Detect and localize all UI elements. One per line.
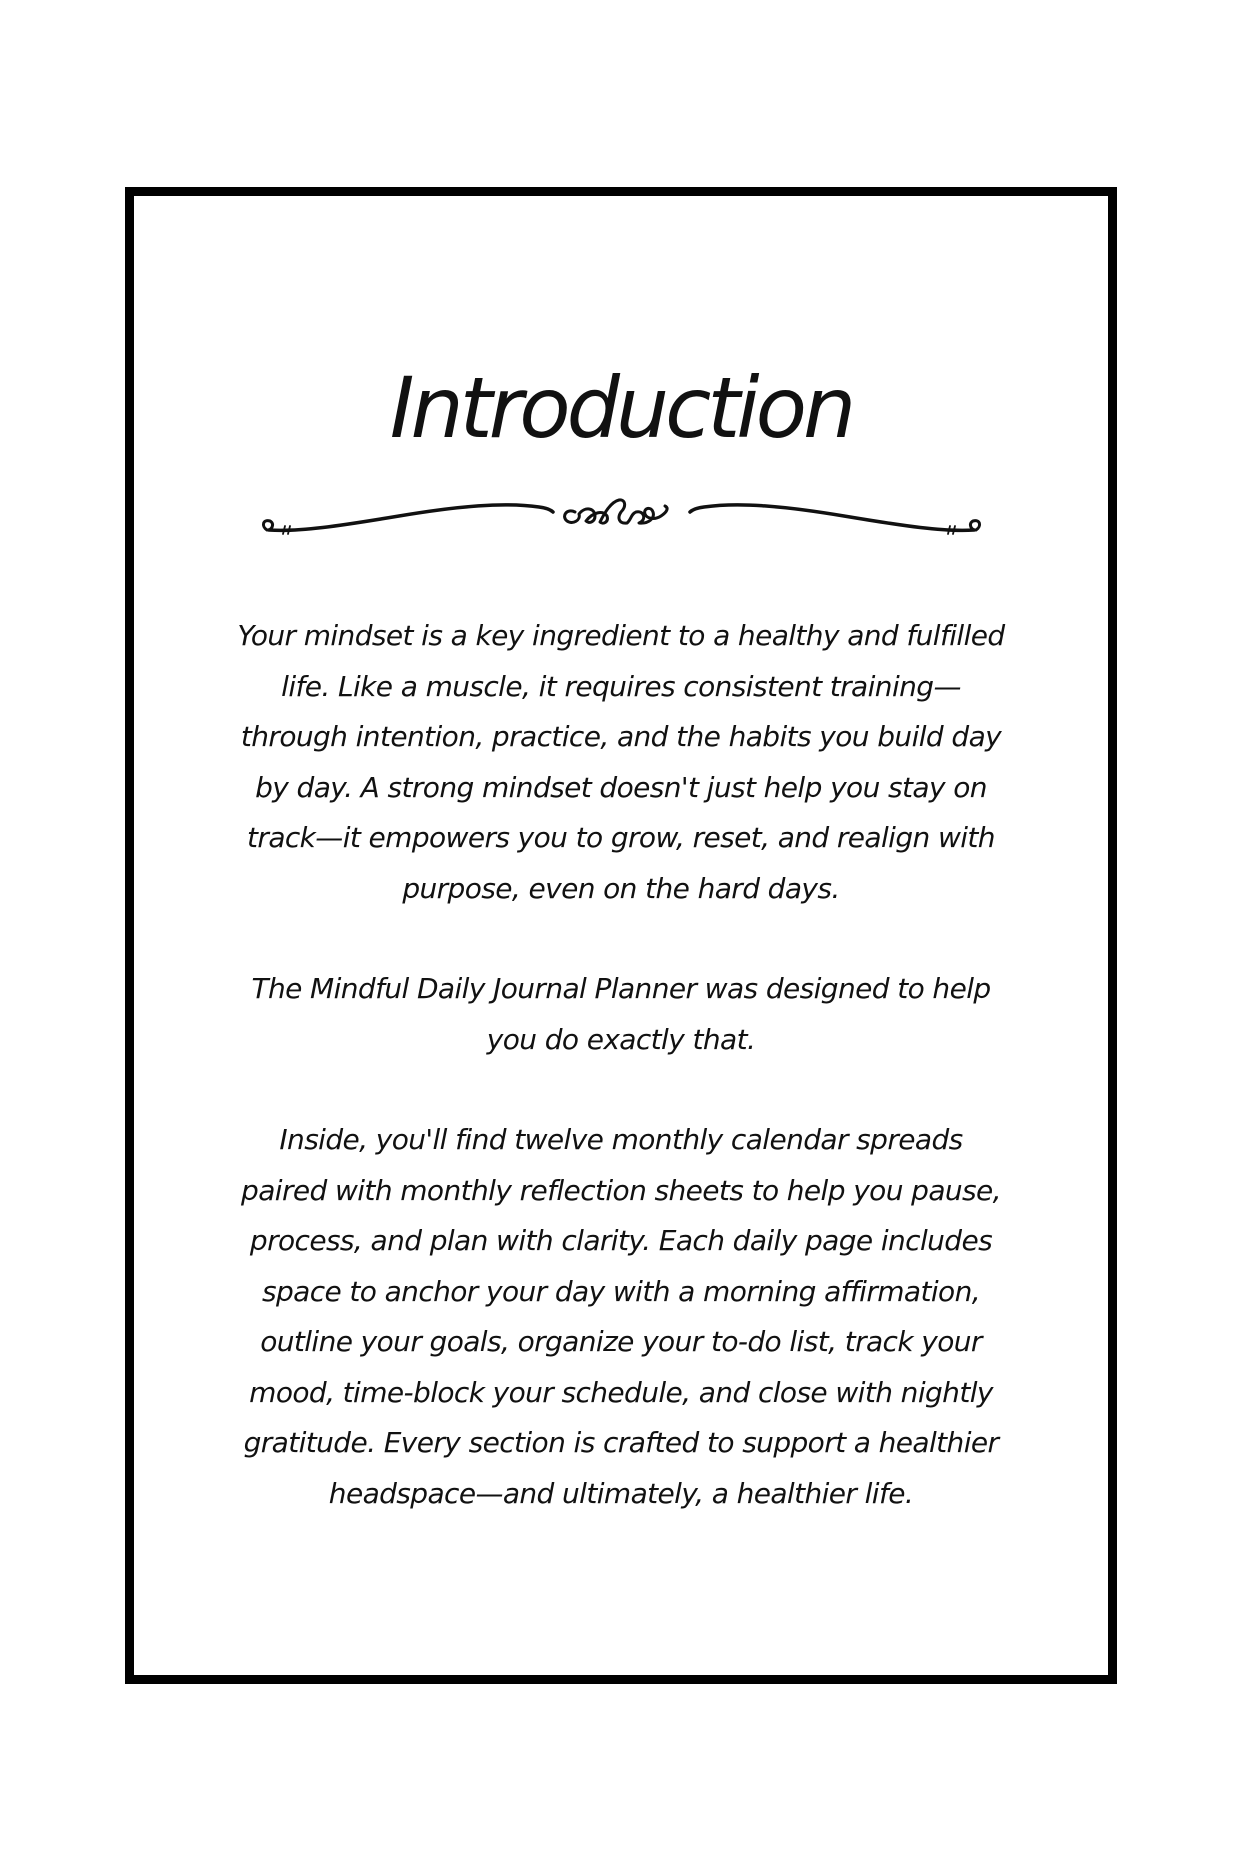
- paragraph-planner-contents: Inside, you'll find twelve monthly calendar spreads paired with monthly reflection sheets to help you pause, process, and plan with clarity. Each daily page includes space to anchor your day with a morning affirmation, outline your goals, organize your to-do list, track your mood, time-block your schedule, and close with nightly gratitude. Every section is crafted to support a healthier headspace—and ultimately, a healthier life.: [241, 1123, 1001, 1510]
- paragraph-planner-purpose: The Mindful Daily Journal Planner was designed to help you do exactly that.: [251, 972, 991, 1056]
- page-border-frame: [125, 187, 1117, 1684]
- flourish-divider-icon: [259, 486, 984, 546]
- intro-body-text: [234, 611, 1008, 1569]
- paragraph-mindset: Your mindset is a key ingredient to a healthy and fulfilled life. Like a muscle, it requires consistent training—through intention, practice, and the habits you build day by day. A strong mindset doesn't just help you stay on track—it empowers you to grow, reset, and realign with purpose, even on the hard days.: [237, 619, 1005, 905]
- page-title: Introduction: [389, 359, 853, 457]
